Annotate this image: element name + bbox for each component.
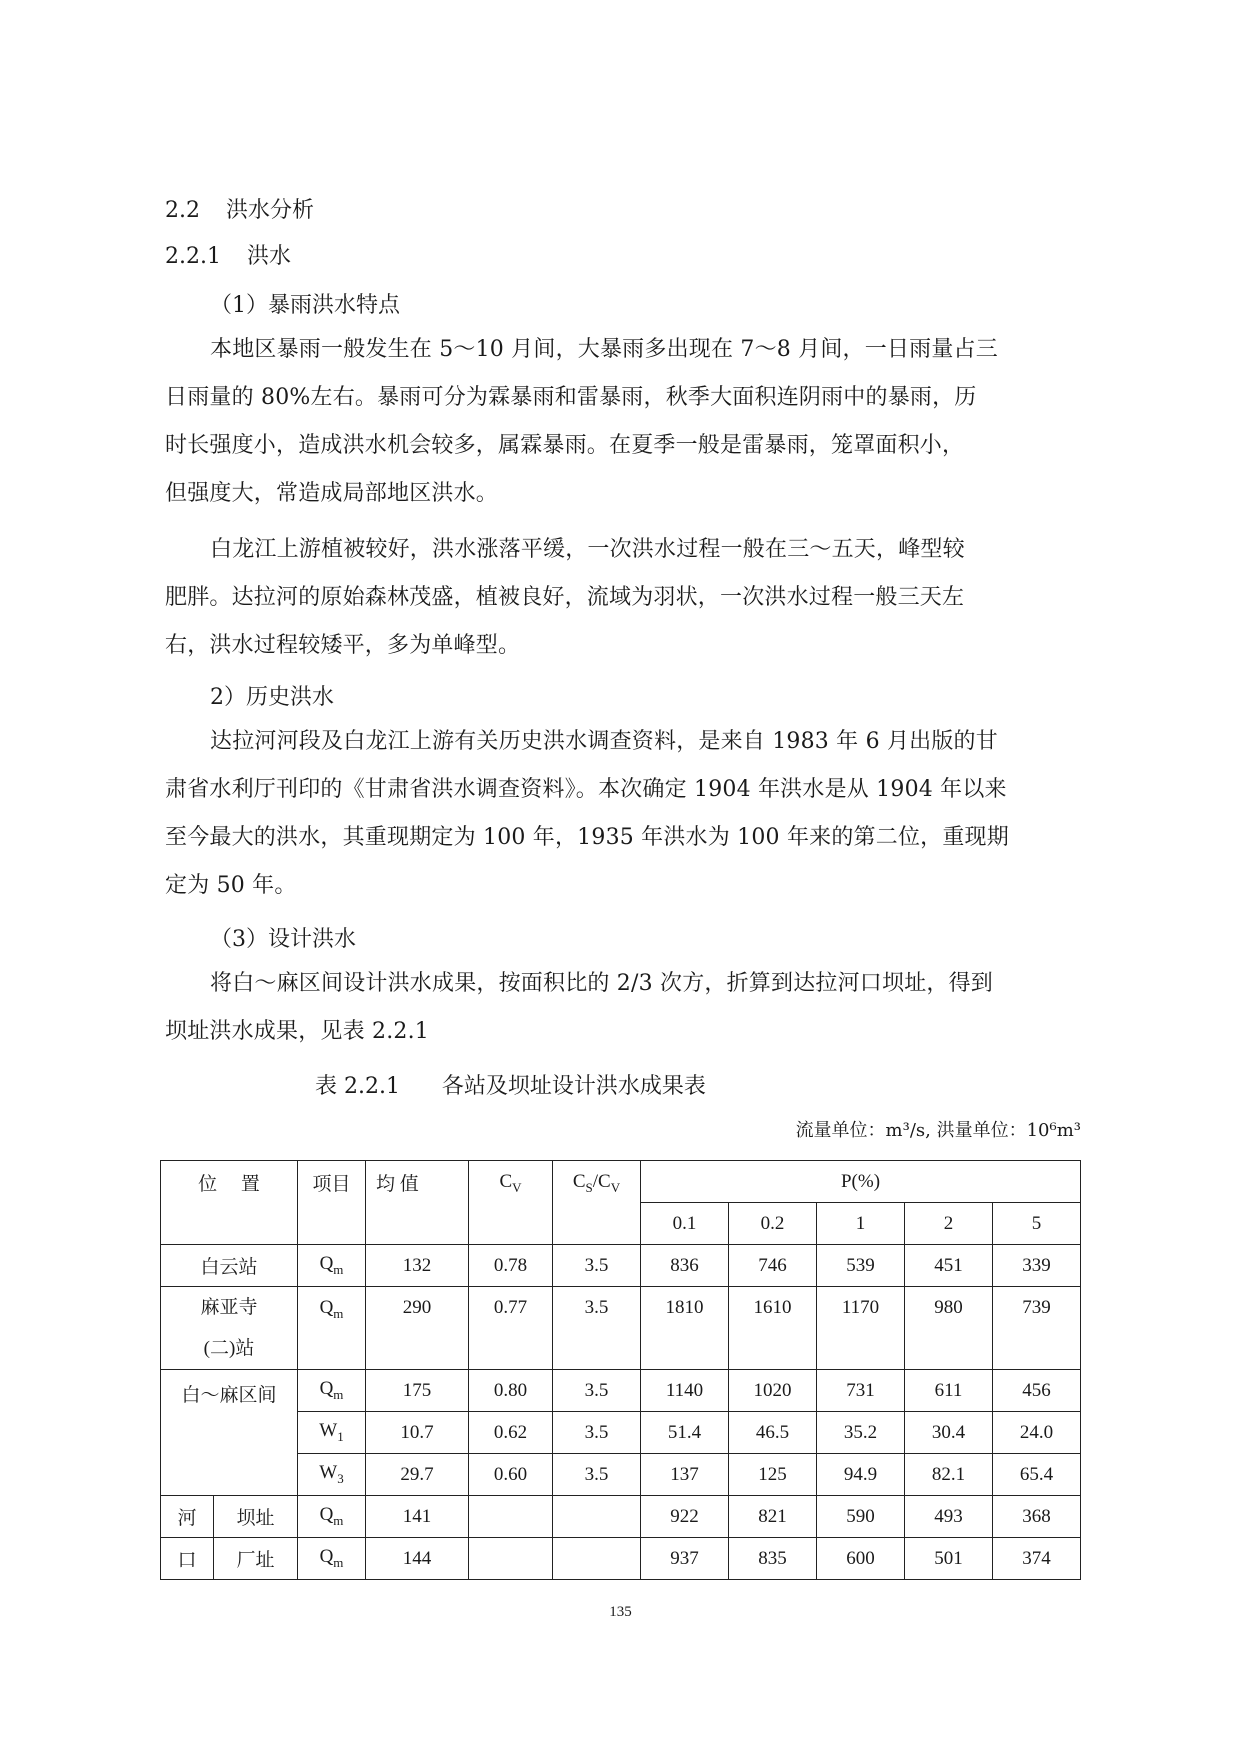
cell-p: 51.4 <box>641 1412 729 1454</box>
cell-item: $W_1$ <box>298 1412 366 1454</box>
header-p-col: 0.1 <box>641 1203 729 1245</box>
cell-p: 456 <box>993 1370 1081 1412</box>
cell-p: 137 <box>641 1454 729 1496</box>
cell-cv: 0.78 <box>469 1245 553 1287</box>
section-heading <box>165 196 314 226</box>
cell-p: 739 <box>993 1287 1081 1370</box>
cell-mean: 132 <box>366 1245 469 1287</box>
table-row <box>161 1287 1081 1370</box>
cell-p: 1140 <box>641 1370 729 1412</box>
cell-p: 30.4 <box>905 1412 993 1454</box>
cell-p: 539 <box>817 1245 905 1287</box>
cell-cv: 0.77 <box>469 1287 553 1370</box>
paragraph-line: 肃省水利厅刊印的《甘肃省洪水调查资料》。本次确定 1904 年洪水是从 1904 年以来 <box>165 777 1007 802</box>
paragraph-line: 定为 50 年。 <box>165 873 297 898</box>
cell-item: $Q_m$ <box>298 1496 366 1538</box>
cell-position: 厂址 <box>214 1538 298 1580</box>
table-caption: 表 2.2.1 各站及坝址设计洪水成果表 <box>315 1074 706 1099</box>
cell-p: 1170 <box>817 1287 905 1370</box>
table-row <box>161 1412 1081 1454</box>
header-mean: 均 值 <box>366 1161 469 1245</box>
paragraph-line: 本地区暴雨一般发生在 5～10 月间，大暴雨多出现在 7～8 月间，一日雨量占三 <box>210 337 998 362</box>
cell-cv: 0.80 <box>469 1370 553 1412</box>
table-row <box>161 1496 1081 1538</box>
cell-cv: 0.62 <box>469 1412 553 1454</box>
cell-position-group: 口 <box>161 1538 214 1580</box>
cell-mean: 141 <box>366 1496 469 1538</box>
cell-position-group: 河 <box>161 1496 214 1538</box>
paragraph-line: 至今最大的洪水，其重现期定为 100 年，1935 年洪水为 100 年来的第二位，重现期 <box>165 825 1009 850</box>
paragraph-line: 日雨量的 80%左右。暴雨可分为霖暴雨和雷暴雨，秋季大面积连阴雨中的暴雨，历 <box>165 385 977 410</box>
cell-position: 白云站 <box>161 1245 298 1287</box>
cell-p: 1610 <box>729 1287 817 1370</box>
flood-results-table <box>160 1160 1081 1580</box>
cell-p: 1810 <box>641 1287 729 1370</box>
cell-mean: 290 <box>366 1287 469 1370</box>
paragraph-line: 肥胖。达拉河的原始森林茂盛，植被良好，流域为羽状，一次洪水过程一般三天左 <box>165 585 965 610</box>
paragraph-line: 时长强度小，造成洪水机会较多，属霖暴雨。在夏季一般是雷暴雨，笼罩面积小， <box>165 433 965 458</box>
cell-mean: 29.7 <box>366 1454 469 1496</box>
table-row <box>161 1538 1081 1580</box>
cell-cs-cv: 3.5 <box>553 1287 641 1370</box>
cell-position: 白～麻区间 <box>161 1370 298 1496</box>
table-row <box>161 1370 1081 1412</box>
cell-p: 46.5 <box>729 1412 817 1454</box>
paragraph-line: 但强度大，常造成局部地区洪水。 <box>165 481 499 506</box>
header-p-col: 2 <box>905 1203 993 1245</box>
paragraph-line: 右，洪水过程较矮平，多为单峰型。 <box>165 633 521 658</box>
cell-p: 590 <box>817 1496 905 1538</box>
cell-cs-cv <box>553 1538 641 1580</box>
cell-p: 937 <box>641 1538 729 1580</box>
paragraph-line: 达拉河河段及白龙江上游有关历史洪水调查资料，是来自 1983 年 6 月出版的甘 <box>210 729 998 754</box>
cell-item: $W_3$ <box>298 1454 366 1496</box>
paragraph-line: 坝址洪水成果，见表 2.2.1 <box>165 1019 429 1044</box>
cell-mean: 144 <box>366 1538 469 1580</box>
cell-p: 374 <box>993 1538 1081 1580</box>
cell-cv <box>469 1496 553 1538</box>
cell-p: 611 <box>905 1370 993 1412</box>
cell-p: 94.9 <box>817 1454 905 1496</box>
header-item: 项目 <box>298 1161 366 1245</box>
subsection-heading <box>165 242 291 272</box>
table-unit-note: 流量单位：m³/s, 洪量单位：10⁶m³ <box>795 1120 1081 1141</box>
item-heading-1: （1）暴雨洪水特点 <box>210 293 400 318</box>
cell-position: 麻亚寺 (二)站 <box>161 1287 298 1370</box>
cell-item: $Q_m$ <box>298 1245 366 1287</box>
header-p-col: 1 <box>817 1203 905 1245</box>
cell-p: 1020 <box>729 1370 817 1412</box>
cell-cs-cv <box>553 1496 641 1538</box>
cell-p: 125 <box>729 1454 817 1496</box>
cell-p: 339 <box>993 1245 1081 1287</box>
cell-p: 980 <box>905 1287 993 1370</box>
cell-p: 600 <box>817 1538 905 1580</box>
cell-p: 836 <box>641 1245 729 1287</box>
paragraph-2 <box>165 526 1080 670</box>
cell-p: 35.2 <box>817 1412 905 1454</box>
cell-p: 731 <box>817 1370 905 1412</box>
paragraph-line: 将白～麻区间设计洪水成果，按面积比的 2/3 次方，折算到达拉河口坝址，得到 <box>210 971 993 996</box>
header-p-col: 5 <box>993 1203 1081 1245</box>
cell-p: 65.4 <box>993 1454 1081 1496</box>
cell-cv: 0.60 <box>469 1454 553 1496</box>
paragraph-1 <box>165 326 1080 518</box>
header-position: 位 置 <box>161 1161 298 1245</box>
paragraph-4 <box>165 960 1080 1056</box>
header-p-col: 0.2 <box>729 1203 817 1245</box>
cell-cs-cv: 3.5 <box>553 1370 641 1412</box>
cell-p: 82.1 <box>905 1454 993 1496</box>
item-heading-2: 2）历史洪水 <box>210 685 334 710</box>
cell-item: $Q_m$ <box>298 1370 366 1412</box>
cell-cs-cv: 3.5 <box>553 1454 641 1496</box>
cell-p: 922 <box>641 1496 729 1538</box>
cell-item: $Q_m$ <box>298 1538 366 1580</box>
header-cs-cv: $C_S/C_V$ <box>553 1161 641 1245</box>
cell-item: $Q_m$ <box>298 1287 366 1370</box>
cell-p: 368 <box>993 1496 1081 1538</box>
cell-p: 493 <box>905 1496 993 1538</box>
cell-p: 24.0 <box>993 1412 1081 1454</box>
cell-p: 451 <box>905 1245 993 1287</box>
table-header-row <box>161 1161 1081 1203</box>
cell-p: 821 <box>729 1496 817 1538</box>
cell-cv <box>469 1538 553 1580</box>
table-row <box>161 1245 1081 1287</box>
cell-p: 501 <box>905 1538 993 1580</box>
cell-mean: 175 <box>366 1370 469 1412</box>
page-number: 135 <box>609 1604 632 1620</box>
header-p: P(%) <box>641 1161 1081 1203</box>
section-number: 2.2 <box>165 198 200 223</box>
table-row <box>161 1454 1081 1496</box>
cell-position: 坝址 <box>214 1496 298 1538</box>
subsection-title: 洪水 <box>246 244 291 269</box>
header-cv: $C_V$ <box>469 1161 553 1245</box>
item-heading-3: （3）设计洪水 <box>210 927 356 952</box>
section-title: 洪水分析 <box>226 198 315 223</box>
cell-cs-cv: 3.5 <box>553 1245 641 1287</box>
cell-p: 746 <box>729 1245 817 1287</box>
subsection-number: 2.2.1 <box>165 244 221 269</box>
cell-p: 835 <box>729 1538 817 1580</box>
paragraph-line: 白龙江上游植被较好，洪水涨落平缓，一次洪水过程一般在三～五天，峰型较 <box>210 537 965 562</box>
cell-cs-cv: 3.5 <box>553 1412 641 1454</box>
cell-mean: 10.7 <box>366 1412 469 1454</box>
paragraph-3 <box>165 718 1080 910</box>
